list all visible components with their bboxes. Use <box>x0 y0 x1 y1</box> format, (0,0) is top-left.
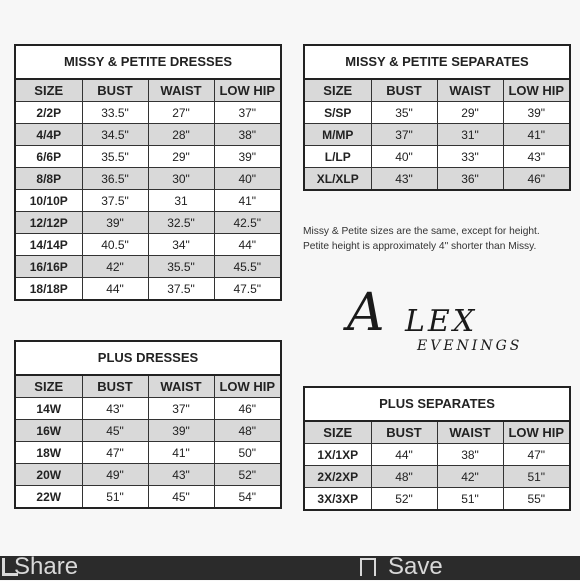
header-row <box>16 80 280 102</box>
size-cell: 18W <box>16 442 82 464</box>
table-row <box>16 124 280 146</box>
measurement-cell: 36.5" <box>82 168 148 190</box>
table-row <box>16 398 280 420</box>
measurement-cell: 55" <box>503 488 569 510</box>
size-cell: M/MP <box>305 124 371 146</box>
missy-petite-separates-chart <box>303 44 571 191</box>
table-row <box>305 124 569 146</box>
measurement-cell: 50" <box>214 442 280 464</box>
table-row <box>305 444 569 466</box>
measurement-cell: 31" <box>437 124 503 146</box>
measurement-cell: 29" <box>148 146 214 168</box>
measurement-cell: 51" <box>437 488 503 510</box>
measurement-cell: 34" <box>148 234 214 256</box>
size-table <box>305 422 569 509</box>
chart-title: MISSY & PETITE SEPARATES <box>305 46 569 80</box>
measurement-cell: 42" <box>437 466 503 488</box>
column-header: BUST <box>371 422 437 444</box>
measurement-cell: 38" <box>437 444 503 466</box>
measurement-cell: 32.5" <box>148 212 214 234</box>
size-cell: 20W <box>16 464 82 486</box>
note-line: Petite height is approximately 4" shorter than Missy. <box>303 241 537 252</box>
table-row <box>305 466 569 488</box>
table-row <box>16 464 280 486</box>
measurement-cell: 43" <box>371 168 437 190</box>
table-row <box>16 256 280 278</box>
measurement-cell: 45" <box>148 486 214 508</box>
measurement-cell: 51" <box>82 486 148 508</box>
measurement-cell: 33" <box>437 146 503 168</box>
header-row <box>305 422 569 444</box>
bottom-action-bar <box>0 556 580 580</box>
measurement-cell: 34.5" <box>82 124 148 146</box>
column-header: WAIST <box>437 80 503 102</box>
size-cell: 22W <box>16 486 82 508</box>
table-row <box>16 146 280 168</box>
table-row <box>16 168 280 190</box>
measurement-cell: 45" <box>82 420 148 442</box>
measurement-cell: 51" <box>503 466 569 488</box>
measurement-cell: 35" <box>371 102 437 124</box>
measurement-cell: 39" <box>214 146 280 168</box>
sizing-note <box>303 224 578 254</box>
column-header: LOW HIP <box>214 80 280 102</box>
table-row <box>305 102 569 124</box>
measurement-cell: 41" <box>148 442 214 464</box>
measurement-cell: 37.5" <box>82 190 148 212</box>
column-header: BUST <box>82 376 148 398</box>
size-cell: L/LP <box>305 146 371 168</box>
measurement-cell: 54" <box>214 486 280 508</box>
column-header: WAIST <box>148 80 214 102</box>
share-button[interactable]: Share <box>14 553 79 580</box>
logo-subtitle: EVENINGS <box>417 338 523 354</box>
table-row <box>305 488 569 510</box>
chart-title: PLUS SEPARATES <box>305 388 569 422</box>
chart-title: MISSY & PETITE DRESSES <box>16 46 280 80</box>
measurement-cell: 46" <box>214 398 280 420</box>
measurement-cell: 37" <box>148 398 214 420</box>
size-cell: S/SP <box>305 102 371 124</box>
plus-dresses-chart <box>14 340 282 509</box>
measurement-cell: 48" <box>371 466 437 488</box>
size-cell: 14/14P <box>16 234 82 256</box>
size-cell: 1X/1XP <box>305 444 371 466</box>
measurement-cell: 29" <box>437 102 503 124</box>
note-line: Missy & Petite sizes are the same, except for height. <box>303 226 540 237</box>
measurement-cell: 30" <box>148 168 214 190</box>
size-cell: 10/10P <box>16 190 82 212</box>
logo-initial: A <box>347 283 385 343</box>
measurement-cell: 27" <box>148 102 214 124</box>
missy-petite-dresses-chart <box>14 44 282 301</box>
table-row <box>16 278 280 300</box>
measurement-cell: 41" <box>214 190 280 212</box>
alex-evenings-logo <box>345 282 535 362</box>
size-cell: 6/6P <box>16 146 82 168</box>
bookmark-icon[interactable] <box>360 558 376 576</box>
measurement-cell: 42" <box>82 256 148 278</box>
measurement-cell: 31 <box>148 190 214 212</box>
measurement-cell: 33.5" <box>82 102 148 124</box>
measurement-cell: 40" <box>214 168 280 190</box>
column-header: SIZE <box>16 80 82 102</box>
measurement-cell: 46" <box>503 168 569 190</box>
table-row <box>16 486 280 508</box>
measurement-cell: 39" <box>82 212 148 234</box>
plus-separates-chart <box>303 386 571 511</box>
measurement-cell: 43" <box>82 398 148 420</box>
measurement-cell: 37" <box>371 124 437 146</box>
header-row <box>16 376 280 398</box>
size-cell: 18/18P <box>16 278 82 300</box>
table-row <box>16 420 280 442</box>
measurement-cell: 41" <box>503 124 569 146</box>
measurement-cell: 47" <box>82 442 148 464</box>
measurement-cell: 49" <box>82 464 148 486</box>
column-header: WAIST <box>148 376 214 398</box>
measurement-cell: 40" <box>371 146 437 168</box>
size-table <box>16 80 280 299</box>
column-header: SIZE <box>16 376 82 398</box>
size-cell: 16/16P <box>16 256 82 278</box>
measurement-cell: 44" <box>371 444 437 466</box>
column-header: LOW HIP <box>503 80 569 102</box>
size-cell: 3X/3XP <box>305 488 371 510</box>
size-cell: 16W <box>16 420 82 442</box>
measurement-cell: 38" <box>214 124 280 146</box>
measurement-cell: 45.5" <box>214 256 280 278</box>
chart-title: PLUS DRESSES <box>16 342 280 376</box>
column-header: LOW HIP <box>214 376 280 398</box>
measurement-cell: 37" <box>214 102 280 124</box>
size-cell: 4/4P <box>16 124 82 146</box>
measurement-cell: 52" <box>214 464 280 486</box>
table-row <box>305 146 569 168</box>
measurement-cell: 44" <box>82 278 148 300</box>
measurement-cell: 36" <box>437 168 503 190</box>
table-row <box>16 442 280 464</box>
column-header: BUST <box>82 80 148 102</box>
table-row <box>16 102 280 124</box>
size-table <box>16 376 280 507</box>
column-header: SIZE <box>305 422 371 444</box>
measurement-cell: 35.5" <box>82 146 148 168</box>
size-cell: 14W <box>16 398 82 420</box>
measurement-cell: 39" <box>503 102 569 124</box>
measurement-cell: 35.5" <box>148 256 214 278</box>
size-cell: 2X/2XP <box>305 466 371 488</box>
size-cell: 12/12P <box>16 212 82 234</box>
measurement-cell: 39" <box>148 420 214 442</box>
size-cell: 8/8P <box>16 168 82 190</box>
table-row <box>16 234 280 256</box>
header-row <box>305 80 569 102</box>
column-header: LOW HIP <box>503 422 569 444</box>
column-header: SIZE <box>305 80 371 102</box>
measurement-cell: 47.5" <box>214 278 280 300</box>
size-cell: XL/XLP <box>305 168 371 190</box>
table-row <box>16 190 280 212</box>
measurement-cell: 40.5" <box>82 234 148 256</box>
measurement-cell: 28" <box>148 124 214 146</box>
size-table <box>305 80 569 189</box>
measurement-cell: 52" <box>371 488 437 510</box>
measurement-cell: 42.5" <box>214 212 280 234</box>
logo-word: LEX <box>405 304 478 339</box>
column-header: WAIST <box>437 422 503 444</box>
measurement-cell: 43" <box>503 146 569 168</box>
measurement-cell: 47" <box>503 444 569 466</box>
measurement-cell: 37.5" <box>148 278 214 300</box>
size-cell: 2/2P <box>16 102 82 124</box>
measurement-cell: 44" <box>214 234 280 256</box>
save-button[interactable]: Save <box>388 553 443 580</box>
measurement-cell: 48" <box>214 420 280 442</box>
column-header: BUST <box>371 80 437 102</box>
table-row <box>305 168 569 190</box>
table-row <box>16 212 280 234</box>
measurement-cell: 43" <box>148 464 214 486</box>
